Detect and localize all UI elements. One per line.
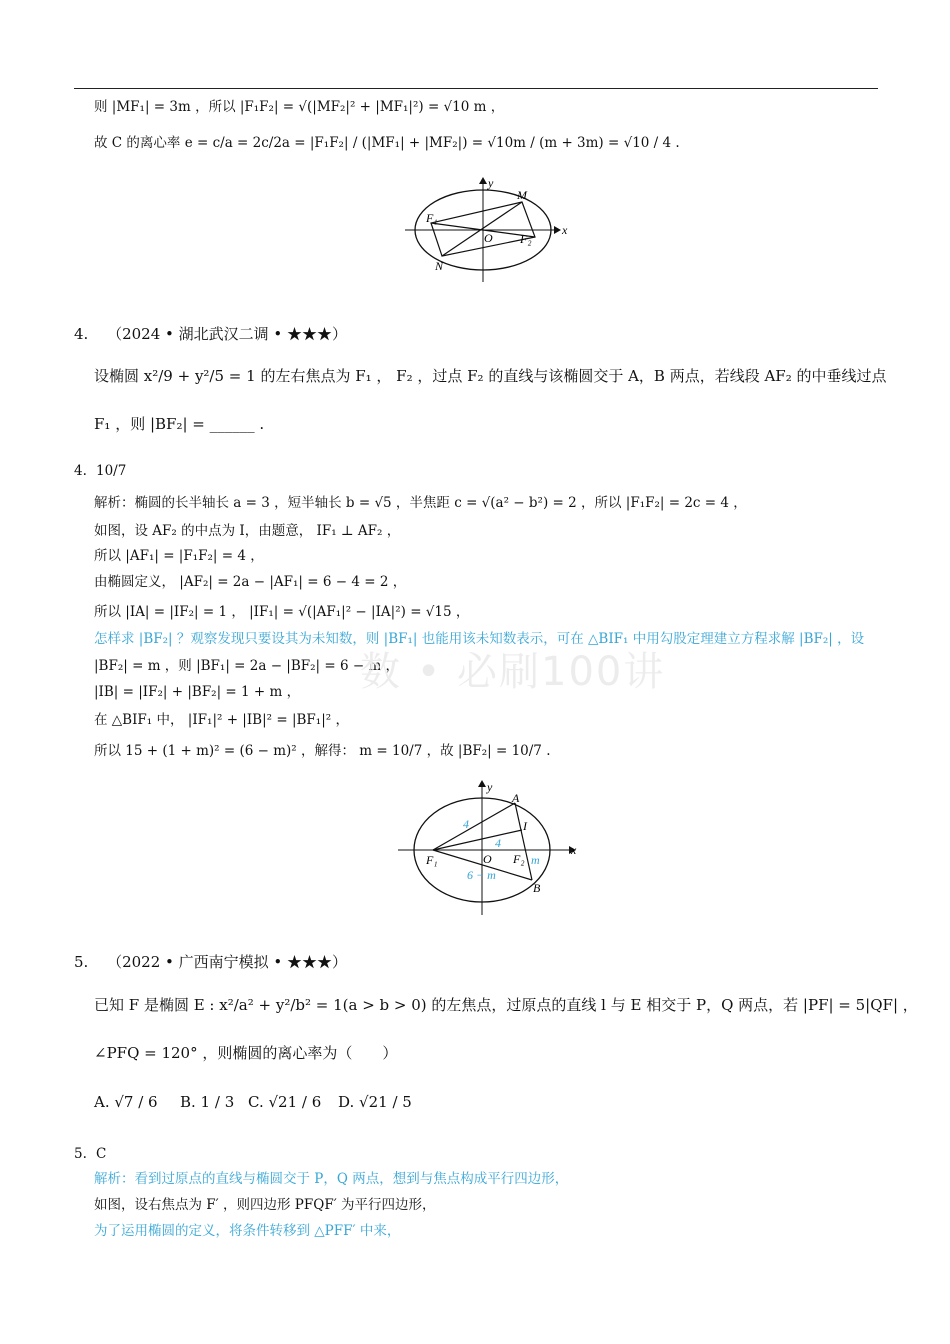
q5-option-b: B. 1 / 3 — [180, 1093, 235, 1111]
watermark: 数 • 必刷100讲 — [360, 649, 666, 695]
fig2-label-6m: 6 − m — [467, 868, 496, 882]
fig2-label-o: O — [483, 852, 492, 866]
q5-option-a: A. √7 / 6 — [94, 1093, 158, 1111]
fig2-label-b: B — [533, 881, 541, 895]
a4-line: 如图，设 AF₂ 的中点为 I，由题意， IF₁ ⊥ AF₂ ， — [94, 523, 401, 539]
a4-line: |IB| = |IF₂| + |BF₂| = 1 + m ， — [94, 684, 301, 700]
figure-ellipse-mn — [400, 170, 580, 290]
q5-line-1: 已知 F 是椭圆 E : x²/a² + y²/b² = 1(a > b > 0) 的左焦点，过原点的直线 l 与 E 相交于 P，Q 两点，若 |PF| = 5|QF| ， — [94, 996, 918, 1014]
a4-line: 由椭圆定义， |AF₂| = 2a − |AF₁| = 6 − 4 = 2 ， — [94, 574, 407, 590]
q5-number: 5. — [74, 953, 89, 971]
q5-option-d: D. √21 / 5 — [338, 1093, 412, 1111]
a4-line: 所以 15 + (1 + m)² = (6 − m)² ，解得： m = 10/7 ，故 |BF₂| = 10/7 . — [94, 743, 551, 759]
fig2-label-y: y — [487, 780, 493, 794]
fig1-label-n: N — [435, 259, 444, 273]
fig2-label-m: m — [531, 853, 540, 867]
a4-line: 解析：椭圆的长半轴长 a = 3 ，短半轴长 b = √5 ，半焦距 c = √(a² − b²) = 2 ，所以 |F₁F₂| = 2c = 4 ， — [94, 495, 747, 511]
fig1-label-m: M — [517, 188, 527, 202]
fig2-label-a: A — [512, 791, 520, 805]
a5-line: 如图，设右焦点为 F′ ，则四边形 PFQF′ 为平行四边形， — [94, 1197, 436, 1213]
fig2-label-i: I — [523, 819, 527, 833]
prev-line-1: 则 |MF₁| = 3m ，所以 |F₁F₂| = √(|MF₂|² + |MF₁|²) = √10 m ， — [94, 99, 505, 115]
a5-hint-2: 为了运用椭圆的定义，将条件转移到 △PFF′ 中来， — [94, 1223, 401, 1239]
a4-line: 所以 |IA| = |IF₂| = 1 ， |IF₁| = √(|AF₁|² − |IA|²) = √15 ， — [94, 604, 470, 620]
a5-number: 5. — [74, 1146, 87, 1162]
fig1-label-f1: F₁ — [426, 211, 438, 225]
fig1-label-f2: F₂ — [520, 232, 532, 246]
a4-number: 4. — [74, 463, 87, 479]
top-rule — [74, 88, 878, 89]
q5-option-c: C. √21 / 6 — [248, 1093, 322, 1111]
q4-line-2: F₁ ，则 |BF₂| = ______ . — [94, 415, 265, 433]
fig1-label-y: y — [488, 176, 494, 190]
a4-line: 在 △BIF₁ 中， |IF₁|² + |IB|² = |BF₁|² ， — [94, 712, 349, 728]
q4-source: （2024 • 湖北武汉二调 • ★★★） — [107, 325, 348, 343]
q5-header — [74, 953, 347, 971]
fig2-label-4a: 4 — [463, 817, 469, 831]
q4-header — [74, 325, 347, 343]
fig2-label-4b: 4 — [495, 836, 501, 850]
fig2-label-x: x — [571, 843, 577, 857]
a5-hint-1: 解析：看到过原点的直线与椭圆交于 P，Q 两点，想到与焦点构成平行四边形， — [94, 1171, 569, 1187]
q4-line-1: 设椭圆 x²/9 + y²/5 = 1 的左右焦点为 F₁ ， F₂ ，过点 F₂ 的直线与该椭圆交于 A，B 两点，若线段 AF₂ 的中垂线过点 — [94, 367, 887, 385]
fig1-label-x: x — [562, 223, 568, 237]
fig1-label-o: O — [484, 231, 493, 245]
a4-line: 所以 |AF₁| = |F₁F₂| = 4 ， — [94, 548, 264, 564]
a4-hint: 怎样求 |BF₂| ？观察发现只要设其为未知数，则 |BF₁| 也能用该未知数表示，可在 △BIF₁ 中用勾股定理建立方程求解 |BF₂| ，设 — [94, 631, 865, 647]
q4-number: 4. — [74, 325, 89, 343]
fig2-label-f2: F₂ — [513, 852, 525, 866]
prev-line-2: 故 C 的离心率 e = c/a = 2c/2a = |F₁F₂| / (|MF₁| + |MF₂|) = √10m / (m + 3m) = √10 / 4 . — [94, 135, 680, 151]
a4-answer: 10/7 — [96, 463, 127, 479]
fig2-label-f1: F₁ — [426, 853, 438, 867]
a4-line: |BF₂| = m ，则 |BF₁| = 2a − |BF₂| = 6 − m ， — [94, 658, 400, 674]
q5-source: （2022 • 广西南宁模拟 • ★★★） — [107, 953, 348, 971]
figure-ellipse-abi — [395, 775, 590, 920]
q5-line-2: ∠PFQ = 120° ，则椭圆的离心率为（ ） — [94, 1044, 398, 1062]
a5-answer: C — [96, 1146, 107, 1162]
